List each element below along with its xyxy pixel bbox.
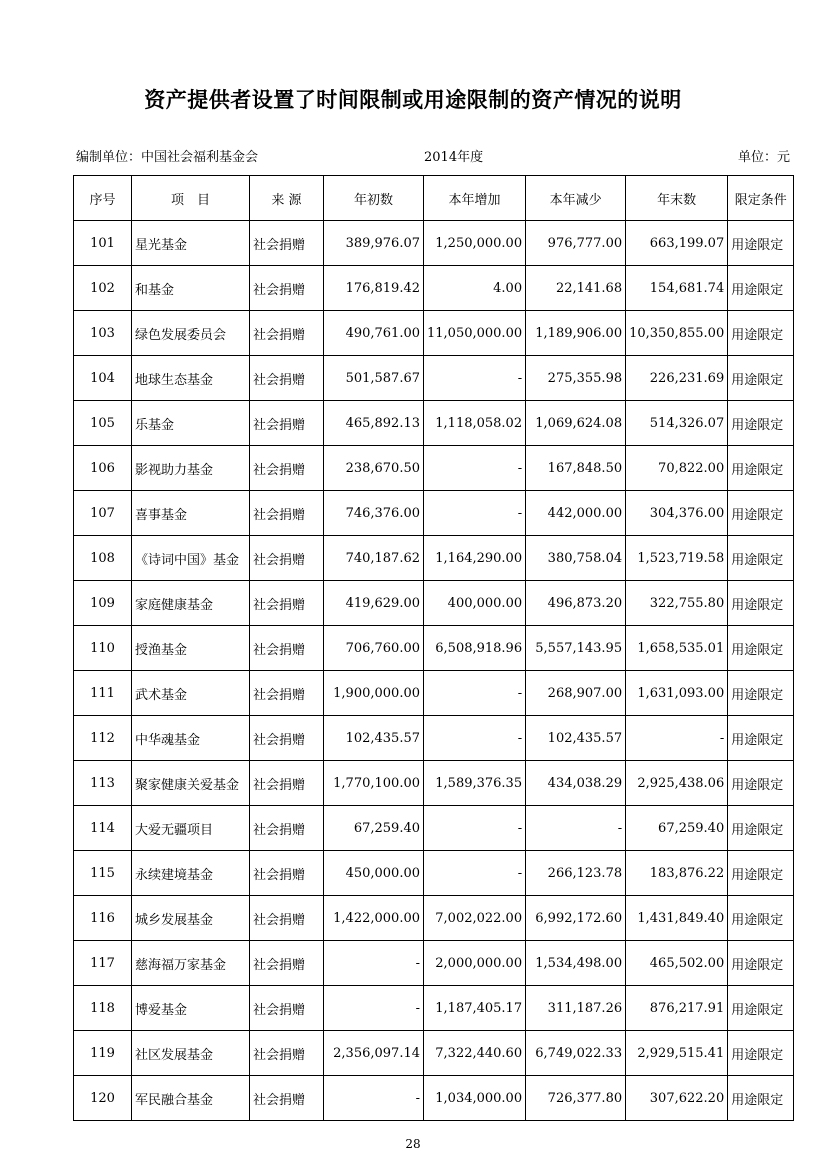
table-row (74, 671, 794, 716)
row-condition: 用途限定 (728, 221, 794, 266)
row-beginning-value: - (324, 986, 424, 1031)
row-source: 社会捐赠 (250, 446, 324, 491)
row-increase-value: 7,322,440.60 (424, 1031, 526, 1076)
row-increase-value: 1,187,405.17 (424, 986, 526, 1031)
row-item-name: 地球生态基金 (132, 356, 250, 401)
row-decrease-value: 1,069,624.08 (526, 401, 626, 446)
row-index: 110 (74, 626, 132, 671)
row-source: 社会捐赠 (250, 401, 324, 446)
row-source: 社会捐赠 (250, 1076, 324, 1121)
row-ending-value: 1,523,719.58 (626, 536, 728, 581)
row-ending-value: 154,681.74 (626, 266, 728, 311)
table-row (74, 356, 794, 401)
row-index: 106 (74, 446, 132, 491)
row-condition: 用途限定 (728, 716, 794, 761)
row-source: 社会捐赠 (250, 671, 324, 716)
row-ending-value: 183,876.22 (626, 851, 728, 896)
row-item-name: 授渔基金 (132, 626, 250, 671)
row-index: 114 (74, 806, 132, 851)
row-ending-value: 307,622.20 (626, 1076, 728, 1121)
row-condition: 用途限定 (728, 401, 794, 446)
row-condition: 用途限定 (728, 896, 794, 941)
row-item-name: 中华魂基金 (132, 716, 250, 761)
row-index: 118 (74, 986, 132, 1031)
column-header-item: 项 目 (132, 176, 250, 221)
table-row (74, 896, 794, 941)
page-number: 28 (405, 1137, 421, 1151)
table-row (74, 401, 794, 446)
row-source: 社会捐赠 (250, 851, 324, 896)
row-ending-value: 876,217.91 (626, 986, 728, 1031)
row-beginning-value: - (324, 1076, 424, 1121)
row-source: 社会捐赠 (250, 761, 324, 806)
row-item-name: 乐基金 (132, 401, 250, 446)
table-row (74, 986, 794, 1031)
row-decrease-value: 6,749,022.33 (526, 1031, 626, 1076)
row-item-name: 家庭健康基金 (132, 581, 250, 626)
row-condition: 用途限定 (728, 581, 794, 626)
row-beginning-value: 389,976.07 (324, 221, 424, 266)
row-beginning-value: 1,422,000.00 (324, 896, 424, 941)
row-decrease-value: 6,992,172.60 (526, 896, 626, 941)
row-index: 103 (74, 311, 132, 356)
row-increase-value: - (424, 356, 526, 401)
row-increase-value: - (424, 446, 526, 491)
row-ending-value: - (626, 716, 728, 761)
row-beginning-value: 67,259.40 (324, 806, 424, 851)
row-item-name: 喜事基金 (132, 491, 250, 536)
row-index: 101 (74, 221, 132, 266)
row-source: 社会捐赠 (250, 491, 324, 536)
row-decrease-value: 434,038.29 (526, 761, 626, 806)
row-source: 社会捐赠 (250, 266, 324, 311)
row-item-name: 社区发展基金 (132, 1031, 250, 1076)
row-increase-value: - (424, 716, 526, 761)
row-increase-value: - (424, 491, 526, 536)
table-header-row (74, 176, 794, 221)
row-decrease-value: 275,355.98 (526, 356, 626, 401)
row-item-name: 城乡发展基金 (132, 896, 250, 941)
row-increase-value: - (424, 851, 526, 896)
row-condition: 用途限定 (728, 491, 794, 536)
table-row (74, 761, 794, 806)
row-condition: 用途限定 (728, 356, 794, 401)
table-row (74, 626, 794, 671)
row-increase-value: - (424, 806, 526, 851)
table-row (74, 266, 794, 311)
row-decrease-value: 976,777.00 (526, 221, 626, 266)
row-increase-value: 1,250,000.00 (424, 221, 526, 266)
table-body (74, 221, 794, 1121)
row-increase-value: 1,118,058.02 (424, 401, 526, 446)
table-row (74, 1076, 794, 1121)
column-header-source: 来 源 (250, 176, 324, 221)
column-header-condition: 限定条件 (728, 176, 794, 221)
row-item-name: 大爱无疆项目 (132, 806, 250, 851)
row-increase-value: 2,000,000.00 (424, 941, 526, 986)
row-beginning-value: 102,435.57 (324, 716, 424, 761)
row-decrease-value: 102,435.57 (526, 716, 626, 761)
row-index: 115 (74, 851, 132, 896)
row-ending-value: 1,431,849.40 (626, 896, 728, 941)
row-index: 112 (74, 716, 132, 761)
table-row (74, 941, 794, 986)
row-source: 社会捐赠 (250, 986, 324, 1031)
row-increase-value: 7,002,022.00 (424, 896, 526, 941)
row-index: 120 (74, 1076, 132, 1121)
row-source: 社会捐赠 (250, 626, 324, 671)
row-ending-value: 70,822.00 (626, 446, 728, 491)
row-condition: 用途限定 (728, 671, 794, 716)
row-decrease-value: 496,873.20 (526, 581, 626, 626)
row-source: 社会捐赠 (250, 896, 324, 941)
row-beginning-value: 419,629.00 (324, 581, 424, 626)
row-source: 社会捐赠 (250, 716, 324, 761)
row-decrease-value: 268,907.00 (526, 671, 626, 716)
column-header-beginning: 年初数 (324, 176, 424, 221)
row-decrease-value: 442,000.00 (526, 491, 626, 536)
row-increase-value: 4.00 (424, 266, 526, 311)
row-index: 107 (74, 491, 132, 536)
row-beginning-value: 490,761.00 (324, 311, 424, 356)
row-decrease-value: 1,189,906.00 (526, 311, 626, 356)
row-source: 社会捐赠 (250, 221, 324, 266)
row-index: 119 (74, 1031, 132, 1076)
row-ending-value: 465,502.00 (626, 941, 728, 986)
reporting-unit: 编制单位：中国社会福利基金会 (76, 150, 259, 165)
row-beginning-value: 746,376.00 (324, 491, 424, 536)
table-row (74, 851, 794, 896)
row-ending-value: 67,259.40 (626, 806, 728, 851)
column-header-decrease: 本年减少 (526, 176, 626, 221)
table-row (74, 221, 794, 266)
row-source: 社会捐赠 (250, 311, 324, 356)
row-source: 社会捐赠 (250, 356, 324, 401)
row-ending-value: 304,376.00 (626, 491, 728, 536)
row-decrease-value: 380,758.04 (526, 536, 626, 581)
row-index: 117 (74, 941, 132, 986)
row-beginning-value: 2,356,097.14 (324, 1031, 424, 1076)
row-condition: 用途限定 (728, 536, 794, 581)
row-increase-value: 1,589,376.35 (424, 761, 526, 806)
row-ending-value: 663,199.07 (626, 221, 728, 266)
row-source: 社会捐赠 (250, 1031, 324, 1076)
row-item-name: 星光基金 (132, 221, 250, 266)
row-ending-value: 1,658,535.01 (626, 626, 728, 671)
row-item-name: 武术基金 (132, 671, 250, 716)
row-condition: 用途限定 (728, 626, 794, 671)
row-beginning-value: 1,900,000.00 (324, 671, 424, 716)
row-index: 116 (74, 896, 132, 941)
row-ending-value: 1,631,093.00 (626, 671, 728, 716)
row-decrease-value: 311,187.26 (526, 986, 626, 1031)
row-increase-value: 1,034,000.00 (424, 1076, 526, 1121)
page-title: 资产提供者设置了时间限制或用途限制的资产情况的说明 (144, 88, 682, 112)
row-condition: 用途限定 (728, 851, 794, 896)
row-condition: 用途限定 (728, 1031, 794, 1076)
row-ending-value: 10,350,855.00 (626, 311, 728, 356)
table-row (74, 446, 794, 491)
row-beginning-value: 740,187.62 (324, 536, 424, 581)
row-item-name: 聚家健康关爱基金 (132, 761, 250, 806)
row-condition: 用途限定 (728, 266, 794, 311)
column-header-increase: 本年增加 (424, 176, 526, 221)
row-condition: 用途限定 (728, 941, 794, 986)
row-condition: 用途限定 (728, 446, 794, 491)
row-ending-value: 2,929,515.41 (626, 1031, 728, 1076)
row-condition: 用途限定 (728, 761, 794, 806)
row-beginning-value: 1,770,100.00 (324, 761, 424, 806)
row-decrease-value: 22,141.68 (526, 266, 626, 311)
table-row (74, 536, 794, 581)
row-decrease-value: 1,534,498.00 (526, 941, 626, 986)
table-row (74, 1031, 794, 1076)
table-row (74, 716, 794, 761)
row-ending-value: 322,755.80 (626, 581, 728, 626)
row-index: 108 (74, 536, 132, 581)
row-decrease-value: - (526, 806, 626, 851)
row-increase-value: 1,164,290.00 (424, 536, 526, 581)
row-condition: 用途限定 (728, 986, 794, 1031)
row-beginning-value: 501,587.67 (324, 356, 424, 401)
report-year: 2014年度 (424, 150, 484, 165)
row-beginning-value: 465,892.13 (324, 401, 424, 446)
row-decrease-value: 167,848.50 (526, 446, 626, 491)
row-condition: 用途限定 (728, 1076, 794, 1121)
column-header-ending: 年末数 (626, 176, 728, 221)
row-increase-value: - (424, 671, 526, 716)
row-increase-value: 400,000.00 (424, 581, 526, 626)
table-row (74, 311, 794, 356)
row-condition: 用途限定 (728, 311, 794, 356)
table-row (74, 806, 794, 851)
row-condition: 用途限定 (728, 806, 794, 851)
row-source: 社会捐赠 (250, 581, 324, 626)
row-item-name: 《诗词中国》基金 (132, 536, 250, 581)
row-item-name: 绿色发展委员会 (132, 311, 250, 356)
row-decrease-value: 266,123.78 (526, 851, 626, 896)
row-decrease-value: 726,377.80 (526, 1076, 626, 1121)
row-source: 社会捐赠 (250, 941, 324, 986)
row-item-name: 军民融合基金 (132, 1076, 250, 1121)
row-beginning-value: - (324, 941, 424, 986)
table-row (74, 491, 794, 536)
row-index: 113 (74, 761, 132, 806)
column-header-index: 序号 (74, 176, 132, 221)
row-index: 104 (74, 356, 132, 401)
row-item-name: 和基金 (132, 266, 250, 311)
row-increase-value: 6,508,918.96 (424, 626, 526, 671)
table-row (74, 581, 794, 626)
row-index: 102 (74, 266, 132, 311)
row-item-name: 影视助力基金 (132, 446, 250, 491)
row-beginning-value: 450,000.00 (324, 851, 424, 896)
row-index: 105 (74, 401, 132, 446)
row-index: 111 (74, 671, 132, 716)
row-item-name: 慈海福万家基金 (132, 941, 250, 986)
currency-unit: 单位：元 (737, 150, 790, 165)
row-ending-value: 514,326.07 (626, 401, 728, 446)
row-beginning-value: 238,670.50 (324, 446, 424, 491)
row-beginning-value: 176,819.42 (324, 266, 424, 311)
row-ending-value: 2,925,438.06 (626, 761, 728, 806)
row-decrease-value: 5,557,143.95 (526, 626, 626, 671)
row-beginning-value: 706,760.00 (324, 626, 424, 671)
row-item-name: 永续建境基金 (132, 851, 250, 896)
row-source: 社会捐赠 (250, 536, 324, 581)
restricted-assets-table (73, 175, 794, 1121)
row-index: 109 (74, 581, 132, 626)
row-item-name: 博爱基金 (132, 986, 250, 1031)
row-increase-value: 11,050,000.00 (424, 311, 526, 356)
row-ending-value: 226,231.69 (626, 356, 728, 401)
row-source: 社会捐赠 (250, 806, 324, 851)
